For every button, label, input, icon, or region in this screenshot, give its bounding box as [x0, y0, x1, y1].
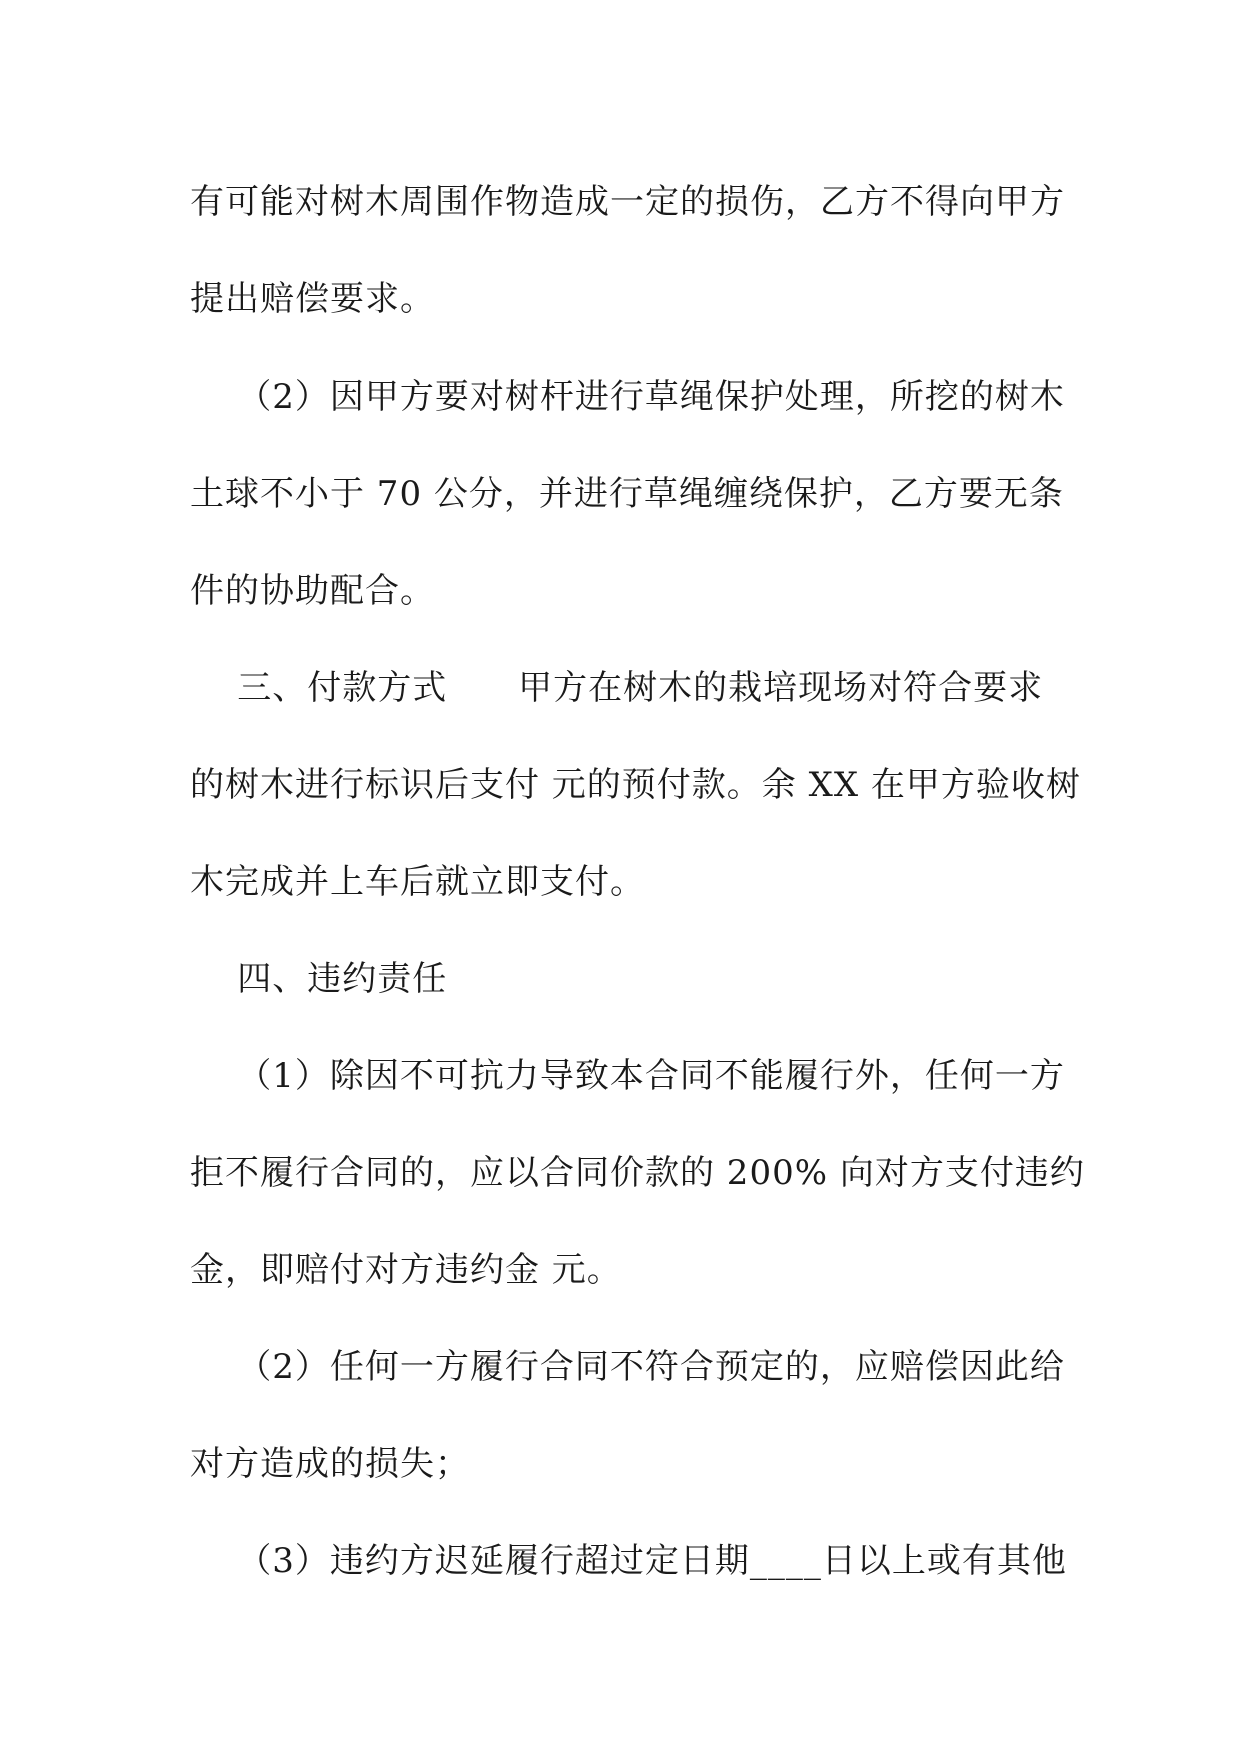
text-line: 金，即赔付对方违约金 元。 — [190, 1250, 622, 1290]
text-line: （2）因甲方要对树杆进行草绳保护处理，所挖的树木 — [190, 377, 1065, 417]
text-line: （1）除因不可抗力导致本合同不能履行外，任何一方 — [190, 1056, 1065, 1096]
text-line: （2）任何一方履行合同不符合预定的，应赔偿因此给 — [190, 1347, 1065, 1387]
section-heading-payment: 三、付款方式 甲方在树木的栽培现场对符合要求 — [190, 668, 1044, 708]
section-heading-liability: 四、违约责任 — [190, 959, 448, 999]
text-line: 土球不小于 70 公分，并进行草绳缠绕保护，乙方要无条 — [190, 474, 1064, 514]
text-line: 拒不履行合同的，应以合同价款的 200% 向对方支付违约 — [190, 1153, 1085, 1193]
text-line: 提出赔偿要求。 — [190, 279, 435, 319]
text-line: （3）违约方迟延履行超过定日期____日以上或有其他 — [190, 1541, 1067, 1581]
text-line: 件的协助配合。 — [190, 571, 435, 611]
text-line: 木完成并上车后就立即支付。 — [190, 862, 645, 902]
text-line: 的树木进行标识后支付 元的预付款。余 XX 在甲方验收树 — [190, 765, 1081, 805]
text-line: 对方造成的损失； — [190, 1444, 470, 1484]
text-line: 有可能对树木周围作物造成一定的损伤，乙方不得向甲方 — [190, 182, 1065, 222]
